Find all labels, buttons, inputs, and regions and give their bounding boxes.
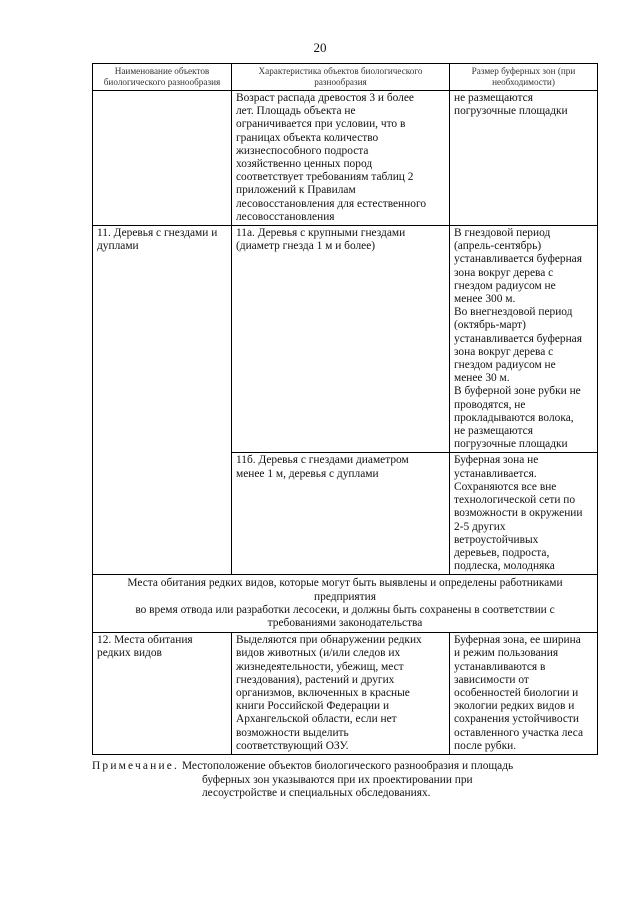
text-line: лет. Площадь объекта не: [236, 105, 356, 118]
text-line: (диаметр гнезда 1 м и более): [236, 240, 376, 253]
biodiversity-table: [92, 63, 598, 755]
text-line: 11а. Деревья с крупными гнездами: [236, 227, 406, 240]
text-line: гнездования), растений и других: [236, 673, 395, 686]
text-line: экологии редких видов и: [454, 700, 575, 713]
text-line: менее 300 м.: [454, 293, 516, 306]
text-line: не размещаются: [454, 425, 533, 438]
text-line: гнездом радиусом не: [454, 359, 556, 372]
text-line: сохранения устойчивости: [454, 713, 579, 726]
row1-characteristic: [232, 91, 450, 226]
text-line: лесовосстановления: [236, 210, 335, 223]
text-line: требованиями законодательства: [267, 616, 423, 629]
header-buffer-size: Размер буферных зон (при необходимости): [450, 64, 598, 91]
text-line: жизнедеятельности, убежищ, мест: [236, 660, 404, 673]
text-line: (апрель-сентябрь): [454, 240, 542, 253]
row2-name: [93, 226, 232, 575]
header-characteristic: Характеристика объектов биологического разнообразия: [232, 64, 450, 91]
text-line: после рубки.: [454, 739, 517, 752]
text-line: Буферная зона, ее ширина: [454, 634, 581, 647]
text-line: ограничивается при условии, что в: [236, 118, 406, 131]
table-row: [93, 633, 598, 755]
text-line: не размещаются: [454, 92, 533, 104]
text-line: менее 1 м, деревья с дуплами: [236, 467, 379, 480]
header-name: Наименование объектов биологического разнообразия: [93, 64, 232, 91]
row3-buffer: [450, 453, 598, 575]
text-line: менее 30 м.: [454, 372, 510, 385]
text-line: 11. Деревья с гнездами и: [97, 227, 218, 240]
text-line: 12. Места обитания: [97, 634, 193, 647]
text-line: 2-5 других: [454, 520, 506, 533]
note-line-2: буферных зон указываются при их проектировании при: [202, 773, 473, 786]
text-line: Архангельской области, если нет: [236, 713, 397, 726]
text-line: подлеска, молодняка: [454, 560, 555, 573]
note-line-3: лесоустройстве и специальных обследованиях.: [202, 787, 431, 799]
text-line: деревьев, подроста,: [454, 546, 550, 559]
text-line: соответствует требованиям таблиц 2: [236, 171, 414, 184]
footnote: [92, 760, 602, 801]
text-line: технологической сети по: [454, 494, 576, 507]
table-row: [93, 226, 598, 453]
text-line: предприятия: [314, 590, 376, 603]
text-line: дуплами: [97, 240, 139, 253]
section-heading-row: [93, 575, 598, 633]
text-line: В гнездовой период: [454, 227, 551, 240]
text-line: границах объекта количество: [236, 131, 379, 144]
text-line: погрузочные площадки: [454, 438, 568, 451]
text-line: лесовосстановления для естественного: [236, 197, 427, 210]
row1-buffer: [450, 91, 598, 226]
text-line: ветроустойчивых: [454, 533, 539, 546]
text-line: приложений к Правилам: [236, 184, 356, 197]
text-line: проводятся, не: [454, 398, 526, 411]
note-line-1: Местоположение объектов биологического разнообразия и площадь: [181, 760, 514, 772]
text-line: зависимости от: [454, 673, 529, 686]
text-line: зона вокруг дерева с: [454, 266, 554, 279]
text-line: прокладываются волока,: [454, 411, 574, 424]
text-line: книги Российской Федерации и: [236, 700, 390, 713]
row4-characteristic: [232, 633, 450, 755]
text-line: соответствующий ОЗУ.: [236, 739, 349, 752]
text-line: и режим пользования: [454, 647, 559, 660]
text-line: зона вокруг дерева с: [454, 345, 554, 358]
table-header-row: [93, 64, 598, 91]
text-line: Выделяются при обнаружении редких: [236, 634, 422, 647]
text-line: редких видов: [97, 647, 162, 660]
row1-name: [93, 91, 232, 226]
table-row: [93, 91, 598, 226]
text-line: во время отвода или разработки лесосеки, и должны быть сохранены в соответствии с: [135, 603, 555, 616]
text-line: Возраст распада древостоя 3 и более: [236, 92, 414, 104]
text-line: возможности в окружении: [454, 507, 583, 520]
text-line: видов животных (и/или следов их: [236, 647, 401, 660]
text-line: устанавливается буферная: [454, 332, 582, 345]
section-heading: [93, 575, 598, 633]
text-line: организмов, включенных в красные: [236, 686, 410, 699]
text-line: Сохраняются все вне: [454, 480, 557, 493]
text-line: жизнеспособного подроста: [236, 144, 369, 157]
text-line: устанавливаются в: [454, 660, 546, 673]
text-line: (октябрь-март): [454, 319, 526, 332]
text-line: погрузочные площадки: [454, 105, 568, 118]
text-line: Места обитания редких видов, которые могут быть выявлены и определены работниками: [127, 577, 563, 590]
row3-characteristic: [232, 453, 450, 575]
row2-buffer: [450, 226, 598, 453]
text-line: оставленного участка леса: [454, 726, 584, 739]
note-label: Примечание.: [92, 760, 180, 772]
page-number: 20: [313, 40, 327, 55]
text-line: устанавливается буферная: [454, 253, 582, 266]
row2-characteristic: [232, 226, 450, 453]
text-line: особенностей биологии и: [454, 686, 579, 699]
text-line: Во внегнездовой период: [454, 306, 573, 319]
row4-buffer: [450, 633, 598, 755]
text-line: Буферная зона не: [454, 454, 539, 467]
text-line: В буферной зоне рубки не: [454, 385, 581, 398]
text-line: возможности выделить: [236, 726, 349, 739]
text-line: устанавливается.: [454, 467, 537, 480]
text-line: хозяйственно ценных пород: [236, 158, 373, 171]
row4-name: [93, 633, 232, 755]
text-line: гнездом радиусом не: [454, 279, 556, 292]
text-line: 11б. Деревья с гнездами диаметром: [236, 454, 409, 467]
